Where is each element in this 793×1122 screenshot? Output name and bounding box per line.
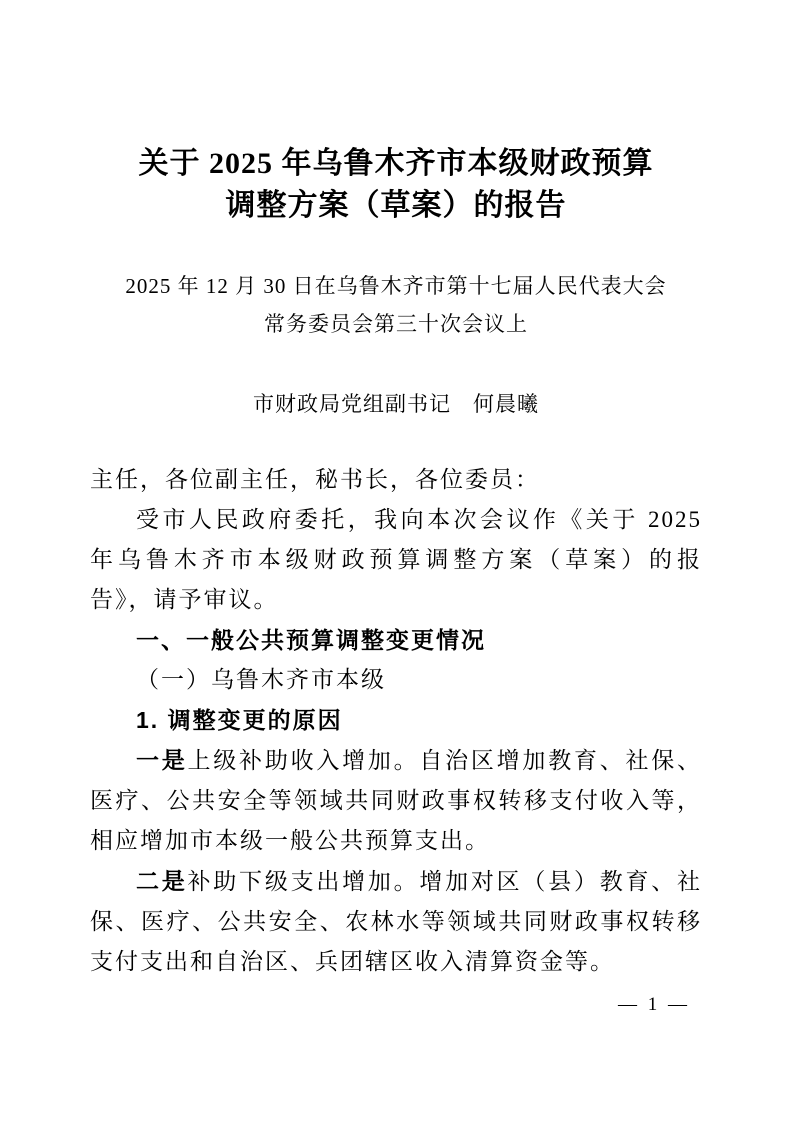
section-heading-1: 一、一般公共预算调整变更情况: [136, 627, 486, 653]
reason-text-2: 补助下级支出增加。增加对区（县）教育、社保、医疗、公共安全、农林水等领域共同财政事权转移支付支出和自治区、兵团辖区收入清算资金等。: [90, 869, 703, 974]
document-body: [90, 460, 702, 982]
meeting-info-line2: 常务委员会第三十次会议上: [264, 312, 528, 336]
reason-text-1: 上级补助收入增加。自治区增加教育、社保、医疗、公共安全等领域共同财政事权转移支付收入等，相应增加市本级一般公共预算支出。: [90, 748, 703, 853]
reason-paragraph-2: [90, 861, 702, 982]
intro-paragraph: 受市人民政府委托，我向本次会议作《关于 2025 年乌鲁木齐市本级财政预算调整方案（草案）的报告》，请予审议。: [90, 507, 702, 612]
reason-lead-2: 二是: [136, 868, 188, 894]
page-number: — 1 —: [618, 994, 690, 1015]
speaker-line: 市财政局党组副书记 何晨曦: [253, 392, 539, 416]
point-heading-1: 1. 调整变更的原因: [136, 707, 343, 733]
reason-paragraph-1: [90, 740, 702, 861]
subsection-heading-1: （一）乌鲁木齐市本级: [136, 667, 386, 692]
salutation: 主任，各位副主任，秘书长，各位委员：: [90, 467, 540, 492]
document-title-line2: 调整方案（草案）的报告: [225, 189, 567, 222]
document-title: [90, 143, 702, 227]
reason-lead-1: 一是: [136, 747, 188, 773]
meeting-info-line1: 2025 年 12 月 30 日在乌鲁木齐市第十七届人民代表大会: [125, 274, 667, 298]
document-title-line1: 关于 2025 年乌鲁木齐市本级财政预算: [138, 147, 654, 180]
meeting-info: [90, 267, 702, 343]
